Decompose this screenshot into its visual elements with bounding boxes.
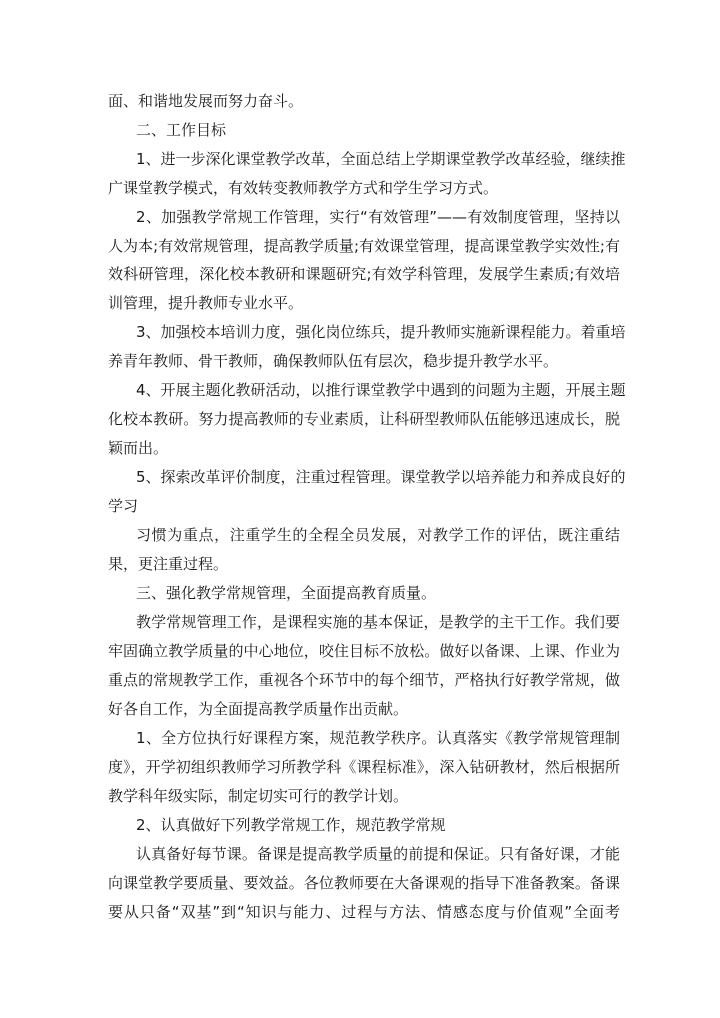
text-line: 向课堂教学要质量、要效益。各位教师要在大备课观的指导下准备教案。备课 [108,874,620,892]
text-line: 养青年教师、骨干教师，确保教师队伍有层次，稳步提升教学水平。 [108,352,559,370]
text-line: 化校本教研。努力提高教师的专业素质，让科研型教师队伍能够迅速成长，脱 [108,410,620,428]
text-line: 效科研管理，深化校本教研和课题研究;有效学科管理，发展学生素质;有效培 [108,265,620,283]
text-line: 牢固确立教学质量的中心地位，咬住目标不放松。做好以备课、上课、作业为 [108,642,620,660]
text-line: 要从只备“双基”到“知识与能力、过程与方法、情感态度与价值观”全面考 [108,903,620,921]
text-line: 认真备好每节课。备课是提高教学质量的前提和保证。只有备好课，才能 [136,845,620,863]
section-heading: 三、强化教学常规管理，全面提高教育质量。 [136,584,437,602]
text-line: 训管理，提升教师专业水平。 [108,294,304,312]
text-line: 颖而出。 [108,439,169,457]
section-heading: 二、工作目标 [136,121,227,139]
text-line: 教学常规管理工作，是课程实施的基本保证，是教学的主干工作。我们要 [136,613,620,631]
text-line: 面、和谐地发展而努力奋斗。 [108,92,304,110]
text-line: 1、全方位执行好课程方案，规范教学秩序。认真落实《教学常规管理制 [136,729,620,747]
text-line: 好各自工作，为全面提高教学质量作出贡献。 [108,700,409,718]
text-line: 学习 [108,497,139,515]
text-line: 5、探索改革评价制度，注重过程管理。课堂教学以培养能力和养成良好的 [136,468,626,486]
text-line: 果，更注重过程。 [108,555,229,573]
text-line: 重点的常规教学工作，重视各个环节中的每个细节，严格执行好教学常规，做 [108,671,620,689]
text-line: 4、开展主题化教研活动，以推行课堂教学中遇到的问题为主题，开展主题 [136,381,626,399]
text-line: 2、加强教学常规工作管理，实行“有效管理”——有效制度管理，坚持以 [136,208,620,226]
text-line: 度》，开学初组织教师学习所教学科《课程标准》，深入钻研教材，然后根据所 [108,758,620,776]
text-line: 人为本;有效常规管理，提高教学质量;有效课堂管理，提高课堂教学实效性;有 [108,237,620,255]
text-line: 3、加强校本培训力度，强化岗位练兵，提升教师实施新课程能力。着重培 [136,323,626,341]
text-line: 2、认真做好下列教学常规工作，规范教学常规 [136,816,446,834]
text-line: 习惯为重点，注重学生的全程全员发展，对教学工作的评估，既注重结 [136,526,620,544]
text-line: 广课堂教学模式，有效转变教师教学方式和学生学习方式。 [108,179,499,197]
text-line: 教学科年级实际，制定切实可行的教学计划。 [108,787,409,805]
text-line: 1、进一步深化课堂教学改革，全面总结上学期课堂教学改革经验，继续推 [136,150,626,168]
